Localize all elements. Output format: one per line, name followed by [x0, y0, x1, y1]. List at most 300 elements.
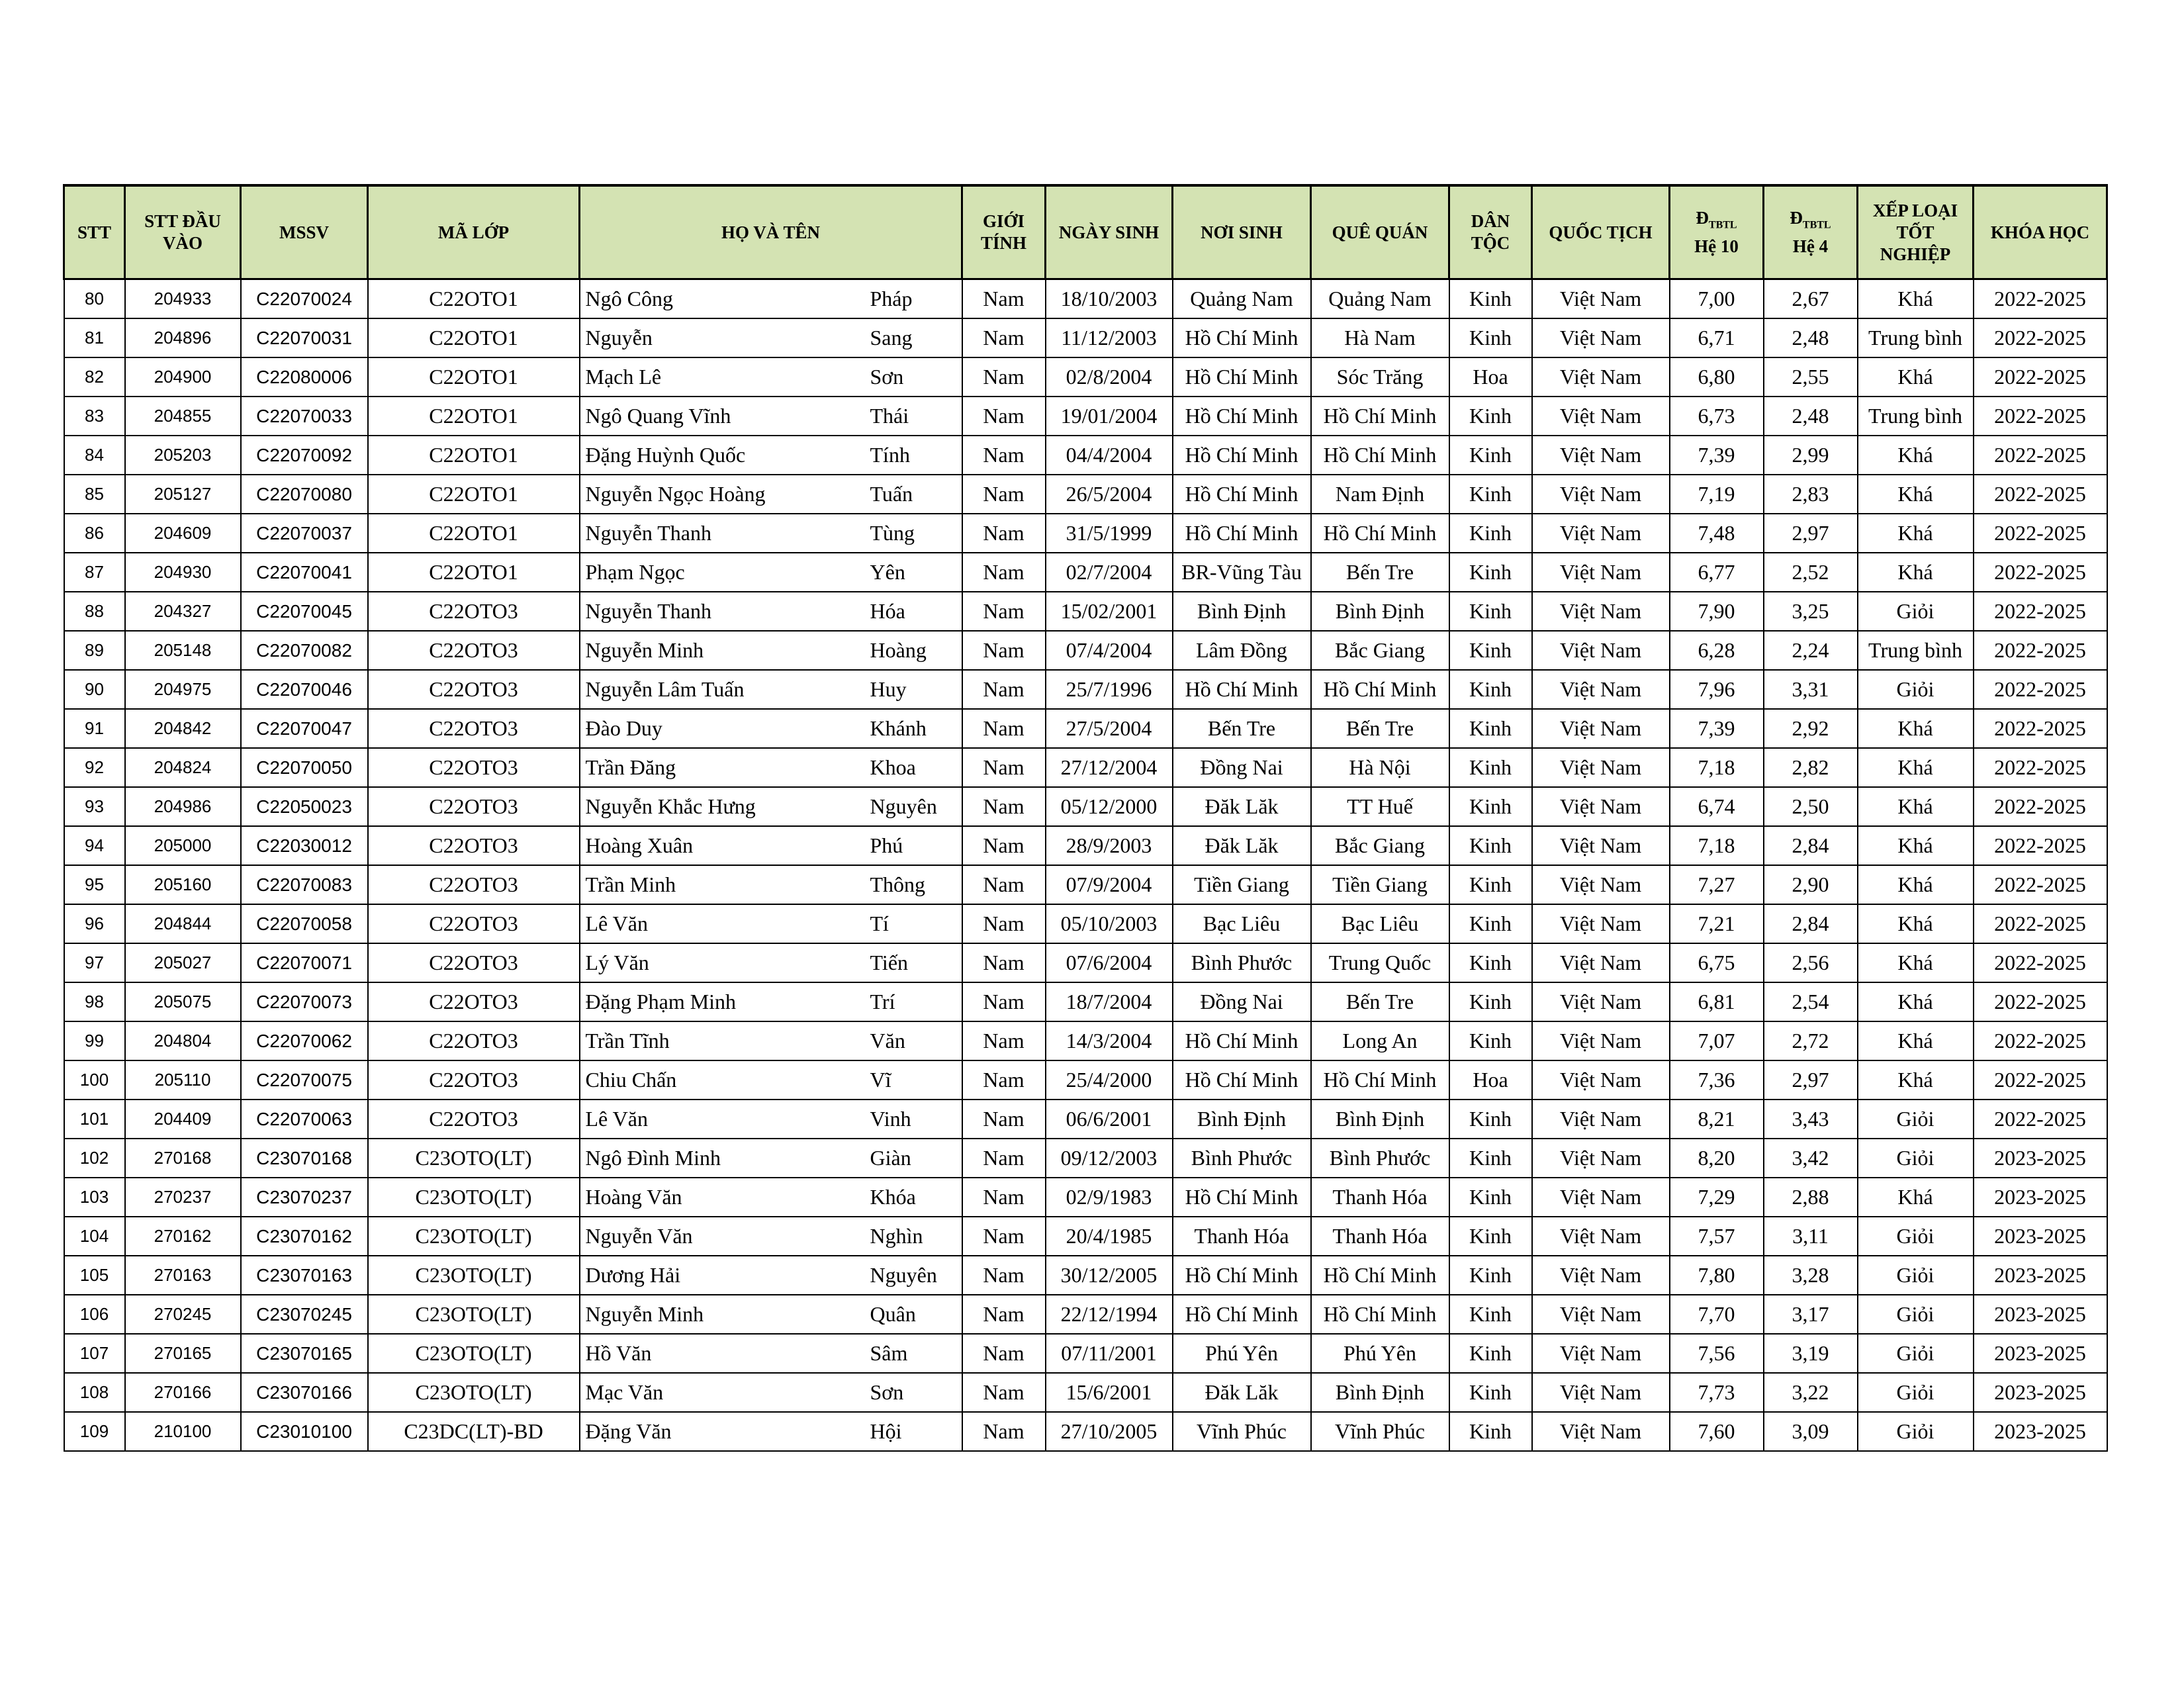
cell-gioi-tinh: Nam: [962, 748, 1046, 787]
cell-stt-dau-vao: 205203: [125, 436, 241, 475]
cell-stt: 101: [64, 1100, 125, 1139]
table-row: [64, 436, 2107, 475]
cell-gioi-tinh: Nam: [962, 1217, 1046, 1256]
cell-stt: 81: [64, 318, 125, 357]
cell-diem-he-4: 2,88: [1764, 1178, 1858, 1217]
cell-quoc-tich: Việt Nam: [1532, 397, 1670, 436]
cell-diem-he-4: 2,82: [1764, 748, 1858, 787]
cell-noi-sinh: Đăk Lăk: [1173, 1373, 1311, 1412]
cell-diem-he-10: 7,96: [1670, 670, 1764, 709]
cell-dan-toc: Kinh: [1449, 1021, 1532, 1060]
cell-gioi-tinh: Nam: [962, 397, 1046, 436]
cell-ten: Huy: [870, 677, 907, 701]
cell-diem-he-4: 2,84: [1764, 826, 1858, 865]
cell-mssv: C23070162: [241, 1217, 368, 1256]
cell-diem-he-10: 7,39: [1670, 709, 1764, 748]
cell-mssv: C22070037: [241, 514, 368, 553]
cell-quoc-tich: Việt Nam: [1532, 826, 1670, 865]
cell-ho-va-ten: [580, 904, 962, 943]
cell-stt-dau-vao: 205000: [125, 826, 241, 865]
cell-ngay-sinh: 07/9/2004: [1046, 865, 1173, 904]
cell-ho-va-ten: [580, 592, 962, 631]
cell-mssv: C23070166: [241, 1373, 368, 1412]
cell-quoc-tich: Việt Nam: [1532, 787, 1670, 826]
cell-ho-va-ten: [580, 357, 962, 397]
cell-stt-dau-vao: 204900: [125, 357, 241, 397]
cell-diem-he-4: 3,11: [1764, 1217, 1858, 1256]
cell-gioi-tinh: Nam: [962, 436, 1046, 475]
cell-mssv: C22070041: [241, 553, 368, 592]
cell-ho-va-ten: [580, 670, 962, 709]
cell-ho-va-ten: [580, 318, 962, 357]
cell-stt-dau-vao: 270245: [125, 1295, 241, 1334]
cell-ho-va-ten: [580, 1100, 962, 1139]
cell-gioi-tinh: Nam: [962, 514, 1046, 553]
cell-stt: 96: [64, 904, 125, 943]
cell-dan-toc: Kinh: [1449, 397, 1532, 436]
cell-khoa-hoc: 2022-2025: [1974, 1060, 2107, 1100]
cell-quoc-tich: Việt Nam: [1532, 1256, 1670, 1295]
cell-stt: 88: [64, 592, 125, 631]
cell-diem-he-4: 2,48: [1764, 318, 1858, 357]
cell-mssv: C22070075: [241, 1060, 368, 1100]
cell-stt: 103: [64, 1178, 125, 1217]
cell-quoc-tich: Việt Nam: [1532, 631, 1670, 670]
cell-que-quan: Hồ Chí Minh: [1311, 670, 1449, 709]
cell-xep-loai: Khá: [1858, 1060, 1974, 1100]
cell-ma-lop: C22OTO3: [368, 1021, 580, 1060]
cell-stt-dau-vao: 270166: [125, 1373, 241, 1412]
cell-khoa-hoc: 2022-2025: [1974, 670, 2107, 709]
cell-ngay-sinh: 18/7/2004: [1046, 982, 1173, 1021]
cell-diem-he-10: 7,36: [1670, 1060, 1764, 1100]
cell-ngay-sinh: 06/6/2001: [1046, 1100, 1173, 1139]
cell-diem-he-10: 7,56: [1670, 1334, 1764, 1373]
cell-xep-loai: Khá: [1858, 1021, 1974, 1060]
cell-dan-toc: Kinh: [1449, 1217, 1532, 1256]
cell-khoa-hoc: 2022-2025: [1974, 436, 2107, 475]
cell-diem-he-4: 2,55: [1764, 357, 1858, 397]
cell-ho-va-ten: [580, 475, 962, 514]
cell-ho-dem: Mạc Văn: [585, 1380, 664, 1404]
cell-xep-loai: Trung bình: [1858, 631, 1974, 670]
cell-que-quan: Bến Tre: [1311, 709, 1449, 748]
cell-ho-dem: Nguyễn Lâm Tuấn: [585, 677, 745, 701]
cell-khoa-hoc: 2023-2025: [1974, 1217, 2107, 1256]
cell-stt: 86: [64, 514, 125, 553]
cell-mssv: C22070063: [241, 1100, 368, 1139]
cell-diem-he-10: 7,48: [1670, 514, 1764, 553]
cell-stt: 99: [64, 1021, 125, 1060]
cell-diem-he-4: 2,48: [1764, 397, 1858, 436]
cell-noi-sinh: Đăk Lăk: [1173, 787, 1311, 826]
cell-gioi-tinh: Nam: [962, 1139, 1046, 1178]
cell-diem-he-4: 2,92: [1764, 709, 1858, 748]
cell-xep-loai: Giỏi: [1858, 1139, 1974, 1178]
cell-dan-toc: Kinh: [1449, 1178, 1532, 1217]
cell-noi-sinh: Đồng Nai: [1173, 982, 1311, 1021]
cell-dan-toc: Kinh: [1449, 592, 1532, 631]
table-row: [64, 1217, 2107, 1256]
cell-ngay-sinh: 20/4/1985: [1046, 1217, 1173, 1256]
cell-noi-sinh: Bình Phước: [1173, 1139, 1311, 1178]
cell-ho-va-ten: [580, 397, 962, 436]
cell-ho-va-ten: [580, 865, 962, 904]
cell-stt: 82: [64, 357, 125, 397]
table-row: [64, 865, 2107, 904]
cell-stt: 98: [64, 982, 125, 1021]
cell-ho-va-ten: [580, 1217, 962, 1256]
cell-gioi-tinh: Nam: [962, 709, 1046, 748]
cell-dan-toc: Kinh: [1449, 1256, 1532, 1295]
cell-stt-dau-vao: 270165: [125, 1334, 241, 1373]
cell-ngay-sinh: 27/5/2004: [1046, 709, 1173, 748]
cell-khoa-hoc: 2022-2025: [1974, 279, 2107, 319]
cell-ho-dem: Ngô Công: [585, 287, 673, 310]
cell-ngay-sinh: 14/3/2004: [1046, 1021, 1173, 1060]
cell-quoc-tich: Việt Nam: [1532, 357, 1670, 397]
table-row: [64, 1256, 2107, 1295]
cell-diem-he-4: 2,52: [1764, 553, 1858, 592]
cell-noi-sinh: Đồng Nai: [1173, 748, 1311, 787]
cell-ten: Thái: [870, 404, 909, 428]
cell-diem-he-10: 7,07: [1670, 1021, 1764, 1060]
cell-gioi-tinh: Nam: [962, 357, 1046, 397]
cell-dan-toc: Kinh: [1449, 1373, 1532, 1412]
cell-noi-sinh: Hồ Chí Minh: [1173, 1295, 1311, 1334]
table-row: [64, 1334, 2107, 1373]
cell-stt: 91: [64, 709, 125, 748]
cell-xep-loai: Khá: [1858, 279, 1974, 319]
cell-ma-lop: C22OTO1: [368, 397, 580, 436]
cell-stt-dau-vao: 205110: [125, 1060, 241, 1100]
cell-diem-he-10: 6,80: [1670, 357, 1764, 397]
cell-ho-va-ten: [580, 982, 962, 1021]
cell-gioi-tinh: Nam: [962, 865, 1046, 904]
table-row: [64, 1373, 2107, 1412]
cell-gioi-tinh: Nam: [962, 1334, 1046, 1373]
cell-xep-loai: Giỏi: [1858, 1217, 1974, 1256]
cell-ngay-sinh: 05/12/2000: [1046, 787, 1173, 826]
cell-diem-he-10: 7,18: [1670, 748, 1764, 787]
cell-xep-loai: Khá: [1858, 982, 1974, 1021]
header-ho-va-ten: HỌ VÀ TÊN: [580, 185, 962, 279]
cell-gioi-tinh: Nam: [962, 787, 1046, 826]
cell-stt: 90: [64, 670, 125, 709]
cell-quoc-tich: Việt Nam: [1532, 1295, 1670, 1334]
cell-mssv: C22070045: [241, 592, 368, 631]
cell-ten: Khoa: [870, 755, 916, 779]
cell-quoc-tich: Việt Nam: [1532, 436, 1670, 475]
header-mssv: MSSV: [241, 185, 368, 279]
cell-ho-dem: Dương Hải: [585, 1263, 681, 1287]
cell-stt: 104: [64, 1217, 125, 1256]
cell-ngay-sinh: 02/8/2004: [1046, 357, 1173, 397]
cell-que-quan: Bắc Giang: [1311, 826, 1449, 865]
cell-que-quan: Bắc Giang: [1311, 631, 1449, 670]
cell-diem-he-4: 2,90: [1764, 865, 1858, 904]
cell-khoa-hoc: 2023-2025: [1974, 1178, 2107, 1217]
cell-gioi-tinh: Nam: [962, 904, 1046, 943]
cell-diem-he-4: 3,19: [1764, 1334, 1858, 1373]
cell-ten: Phú: [870, 833, 903, 857]
cell-stt: 94: [64, 826, 125, 865]
header-diem-he-4-line2: Hệ 4: [1792, 236, 1829, 257]
cell-xep-loai: Khá: [1858, 826, 1974, 865]
cell-gioi-tinh: Nam: [962, 1178, 1046, 1217]
cell-ngay-sinh: 18/10/2003: [1046, 279, 1173, 319]
cell-quoc-tich: Việt Nam: [1532, 1217, 1670, 1256]
cell-quoc-tich: Việt Nam: [1532, 475, 1670, 514]
table-row: [64, 397, 2107, 436]
cell-ho-dem: Trần Minh: [585, 872, 676, 896]
cell-noi-sinh: Bạc Liêu: [1173, 904, 1311, 943]
cell-quoc-tich: Việt Nam: [1532, 318, 1670, 357]
cell-mssv: C22070046: [241, 670, 368, 709]
cell-quoc-tich: Việt Nam: [1532, 592, 1670, 631]
table-row: [64, 1100, 2107, 1139]
cell-ten: Quân: [870, 1302, 916, 1326]
cell-ma-lop: C22OTO3: [368, 904, 580, 943]
cell-que-quan: Hồ Chí Minh: [1311, 1295, 1449, 1334]
cell-que-quan: Hồ Chí Minh: [1311, 1256, 1449, 1295]
cell-noi-sinh: Hồ Chí Minh: [1173, 1178, 1311, 1217]
cell-stt: 92: [64, 748, 125, 787]
cell-stt: 102: [64, 1139, 125, 1178]
cell-diem-he-4: 2,97: [1764, 514, 1858, 553]
cell-ten: Hoàng: [870, 638, 927, 662]
cell-gioi-tinh: Nam: [962, 943, 1046, 982]
cell-xep-loai: Giỏi: [1858, 670, 1974, 709]
cell-ho-dem: Đặng Phạm Minh: [585, 990, 737, 1013]
cell-ten: Nguyên: [870, 794, 937, 818]
cell-ho-dem: Nguyễn Ngọc Hoàng: [585, 482, 766, 506]
cell-gioi-tinh: Nam: [962, 631, 1046, 670]
cell-stt-dau-vao: 205160: [125, 865, 241, 904]
cell-que-quan: Quảng Nam: [1311, 279, 1449, 319]
table-row: [64, 1060, 2107, 1100]
cell-noi-sinh: Bình Định: [1173, 1100, 1311, 1139]
cell-ma-lop: C22OTO1: [368, 475, 580, 514]
cell-diem-he-10: 7,90: [1670, 592, 1764, 631]
cell-xep-loai: Khá: [1858, 787, 1974, 826]
cell-stt-dau-vao: 205075: [125, 982, 241, 1021]
table-row: [64, 592, 2107, 631]
cell-ho-dem: Nguyễn: [585, 326, 653, 350]
cell-gioi-tinh: Nam: [962, 279, 1046, 319]
table-row: [64, 787, 2107, 826]
cell-que-quan: Bình Định: [1311, 1100, 1449, 1139]
cell-diem-he-10: 7,21: [1670, 904, 1764, 943]
cell-khoa-hoc: 2022-2025: [1974, 631, 2107, 670]
cell-mssv: C22070073: [241, 982, 368, 1021]
cell-ma-lop: C22OTO3: [368, 982, 580, 1021]
cell-dan-toc: Kinh: [1449, 787, 1532, 826]
cell-dan-toc: Kinh: [1449, 1295, 1532, 1334]
cell-mssv: C22070082: [241, 631, 368, 670]
cell-diem-he-4: 3,09: [1764, 1412, 1858, 1451]
cell-gioi-tinh: Nam: [962, 1256, 1046, 1295]
cell-ten: Hội: [870, 1419, 902, 1443]
cell-noi-sinh: Hồ Chí Minh: [1173, 1256, 1311, 1295]
cell-ho-va-ten: [580, 1295, 962, 1334]
cell-diem-he-10: 8,21: [1670, 1100, 1764, 1139]
cell-xep-loai: Giỏi: [1858, 1373, 1974, 1412]
cell-noi-sinh: Vĩnh Phúc: [1173, 1412, 1311, 1451]
cell-diem-he-10: 7,57: [1670, 1217, 1764, 1256]
cell-ma-lop: C23OTO(LT): [368, 1373, 580, 1412]
cell-gioi-tinh: Nam: [962, 318, 1046, 357]
cell-que-quan: Hồ Chí Minh: [1311, 1060, 1449, 1100]
cell-ten: Giàn: [870, 1146, 911, 1170]
cell-xep-loai: Khá: [1858, 709, 1974, 748]
cell-quoc-tich: Việt Nam: [1532, 709, 1670, 748]
cell-khoa-hoc: 2022-2025: [1974, 787, 2107, 826]
header-ma-lop: MÃ LỚP: [368, 185, 580, 279]
cell-mssv: C22070050: [241, 748, 368, 787]
cell-ngay-sinh: 27/12/2004: [1046, 748, 1173, 787]
cell-stt-dau-vao: 204409: [125, 1100, 241, 1139]
cell-dan-toc: Kinh: [1449, 943, 1532, 982]
cell-stt: 95: [64, 865, 125, 904]
cell-diem-he-10: 7,29: [1670, 1178, 1764, 1217]
cell-stt-dau-vao: 205127: [125, 475, 241, 514]
cell-diem-he-4: 2,50: [1764, 787, 1858, 826]
table-row: [64, 826, 2107, 865]
cell-stt: 97: [64, 943, 125, 982]
cell-xep-loai: Giỏi: [1858, 1295, 1974, 1334]
cell-stt: 108: [64, 1373, 125, 1412]
cell-ngay-sinh: 07/4/2004: [1046, 631, 1173, 670]
cell-xep-loai: Khá: [1858, 943, 1974, 982]
table-row: [64, 1412, 2107, 1451]
cell-mssv: C23070168: [241, 1139, 368, 1178]
cell-ho-dem: Hồ Văn: [585, 1341, 652, 1365]
cell-diem-he-10: 7,18: [1670, 826, 1764, 865]
cell-khoa-hoc: 2022-2025: [1974, 1100, 2107, 1139]
header-gioi-tinh: GIỚI TÍNH: [962, 185, 1046, 279]
cell-ma-lop: C22OTO1: [368, 436, 580, 475]
cell-ho-dem: Đặng Huỳnh Quốc: [585, 443, 746, 467]
cell-stt-dau-vao: 270168: [125, 1139, 241, 1178]
cell-que-quan: Long An: [1311, 1021, 1449, 1060]
cell-ma-lop: C23OTO(LT): [368, 1217, 580, 1256]
cell-ngay-sinh: 26/5/2004: [1046, 475, 1173, 514]
cell-que-quan: Bình Định: [1311, 1373, 1449, 1412]
cell-ngay-sinh: 30/12/2005: [1046, 1256, 1173, 1295]
cell-noi-sinh: Hồ Chí Minh: [1173, 436, 1311, 475]
table-row: [64, 1139, 2107, 1178]
header-dan-toc: DÂN TỘC: [1449, 185, 1532, 279]
cell-stt-dau-vao: 204933: [125, 279, 241, 319]
cell-que-quan: Hồ Chí Minh: [1311, 436, 1449, 475]
cell-ten: Vinh: [870, 1107, 911, 1131]
cell-ngay-sinh: 25/7/1996: [1046, 670, 1173, 709]
cell-ho-dem: Lý Văn: [585, 951, 649, 974]
cell-xep-loai: Giỏi: [1858, 1334, 1974, 1373]
table-body: [64, 279, 2107, 1452]
table-row: [64, 982, 2107, 1021]
table-row: [64, 904, 2107, 943]
cell-diem-he-4: 2,84: [1764, 904, 1858, 943]
cell-ma-lop: C22OTO3: [368, 748, 580, 787]
cell-dan-toc: Hoa: [1449, 1060, 1532, 1100]
cell-diem-he-10: 7,80: [1670, 1256, 1764, 1295]
cell-ho-dem: Trần Đăng: [585, 755, 676, 779]
cell-xep-loai: Khá: [1858, 553, 1974, 592]
cell-ho-dem: Nguyễn Khắc Hưng: [585, 794, 756, 818]
table-row: [64, 709, 2107, 748]
cell-diem-he-4: 3,42: [1764, 1139, 1858, 1178]
cell-xep-loai: Giỏi: [1858, 592, 1974, 631]
cell-ma-lop: C23DC(LT)-BD: [368, 1412, 580, 1451]
cell-ngay-sinh: 04/4/2004: [1046, 436, 1173, 475]
cell-que-quan: Nam Định: [1311, 475, 1449, 514]
cell-mssv: C22070083: [241, 865, 368, 904]
cell-quoc-tich: Việt Nam: [1532, 553, 1670, 592]
cell-que-quan: Hồ Chí Minh: [1311, 397, 1449, 436]
cell-ma-lop: C22OTO3: [368, 865, 580, 904]
cell-ma-lop: C22OTO1: [368, 357, 580, 397]
cell-noi-sinh: Hồ Chí Minh: [1173, 318, 1311, 357]
cell-stt-dau-vao: 204975: [125, 670, 241, 709]
cell-khoa-hoc: 2023-2025: [1974, 1139, 2107, 1178]
cell-noi-sinh: Đăk Lăk: [1173, 826, 1311, 865]
cell-khoa-hoc: 2022-2025: [1974, 592, 2107, 631]
cell-ma-lop: C22OTO3: [368, 1060, 580, 1100]
table-row: [64, 1295, 2107, 1334]
cell-ho-va-ten: [580, 748, 962, 787]
cell-stt: 89: [64, 631, 125, 670]
cell-diem-he-10: 7,00: [1670, 279, 1764, 319]
cell-ho-va-ten: [580, 553, 962, 592]
cell-ngay-sinh: 28/9/2003: [1046, 826, 1173, 865]
cell-gioi-tinh: Nam: [962, 475, 1046, 514]
cell-ho-va-ten: [580, 943, 962, 982]
cell-ho-va-ten: [580, 631, 962, 670]
cell-dan-toc: Kinh: [1449, 748, 1532, 787]
cell-khoa-hoc: 2022-2025: [1974, 514, 2107, 553]
cell-quoc-tich: Việt Nam: [1532, 1334, 1670, 1373]
table-row: [64, 631, 2107, 670]
cell-xep-loai: Khá: [1858, 357, 1974, 397]
cell-dan-toc: Kinh: [1449, 982, 1532, 1021]
cell-noi-sinh: Thanh Hóa: [1173, 1217, 1311, 1256]
cell-dan-toc: Kinh: [1449, 514, 1532, 553]
cell-dan-toc: Kinh: [1449, 318, 1532, 357]
cell-ten: Tính: [870, 443, 910, 467]
cell-ma-lop: C22OTO3: [368, 709, 580, 748]
cell-dan-toc: Kinh: [1449, 436, 1532, 475]
cell-stt-dau-vao: 205148: [125, 631, 241, 670]
cell-dan-toc: Kinh: [1449, 1334, 1532, 1373]
cell-diem-he-10: 7,19: [1670, 475, 1764, 514]
cell-stt-dau-vao: 270162: [125, 1217, 241, 1256]
cell-noi-sinh: Quảng Nam: [1173, 279, 1311, 319]
cell-ma-lop: C23OTO(LT): [368, 1334, 580, 1373]
cell-dan-toc: Kinh: [1449, 553, 1532, 592]
cell-ten: Tuấn: [870, 482, 913, 506]
cell-noi-sinh: Bình Phước: [1173, 943, 1311, 982]
cell-gioi-tinh: Nam: [962, 1021, 1046, 1060]
cell-stt: 106: [64, 1295, 125, 1334]
cell-noi-sinh: Bình Định: [1173, 592, 1311, 631]
cell-ma-lop: C22OTO3: [368, 631, 580, 670]
cell-stt: 87: [64, 553, 125, 592]
cell-gioi-tinh: Nam: [962, 826, 1046, 865]
table-header: [64, 185, 2107, 279]
cell-ho-dem: Nguyễn Thanh: [585, 521, 711, 545]
